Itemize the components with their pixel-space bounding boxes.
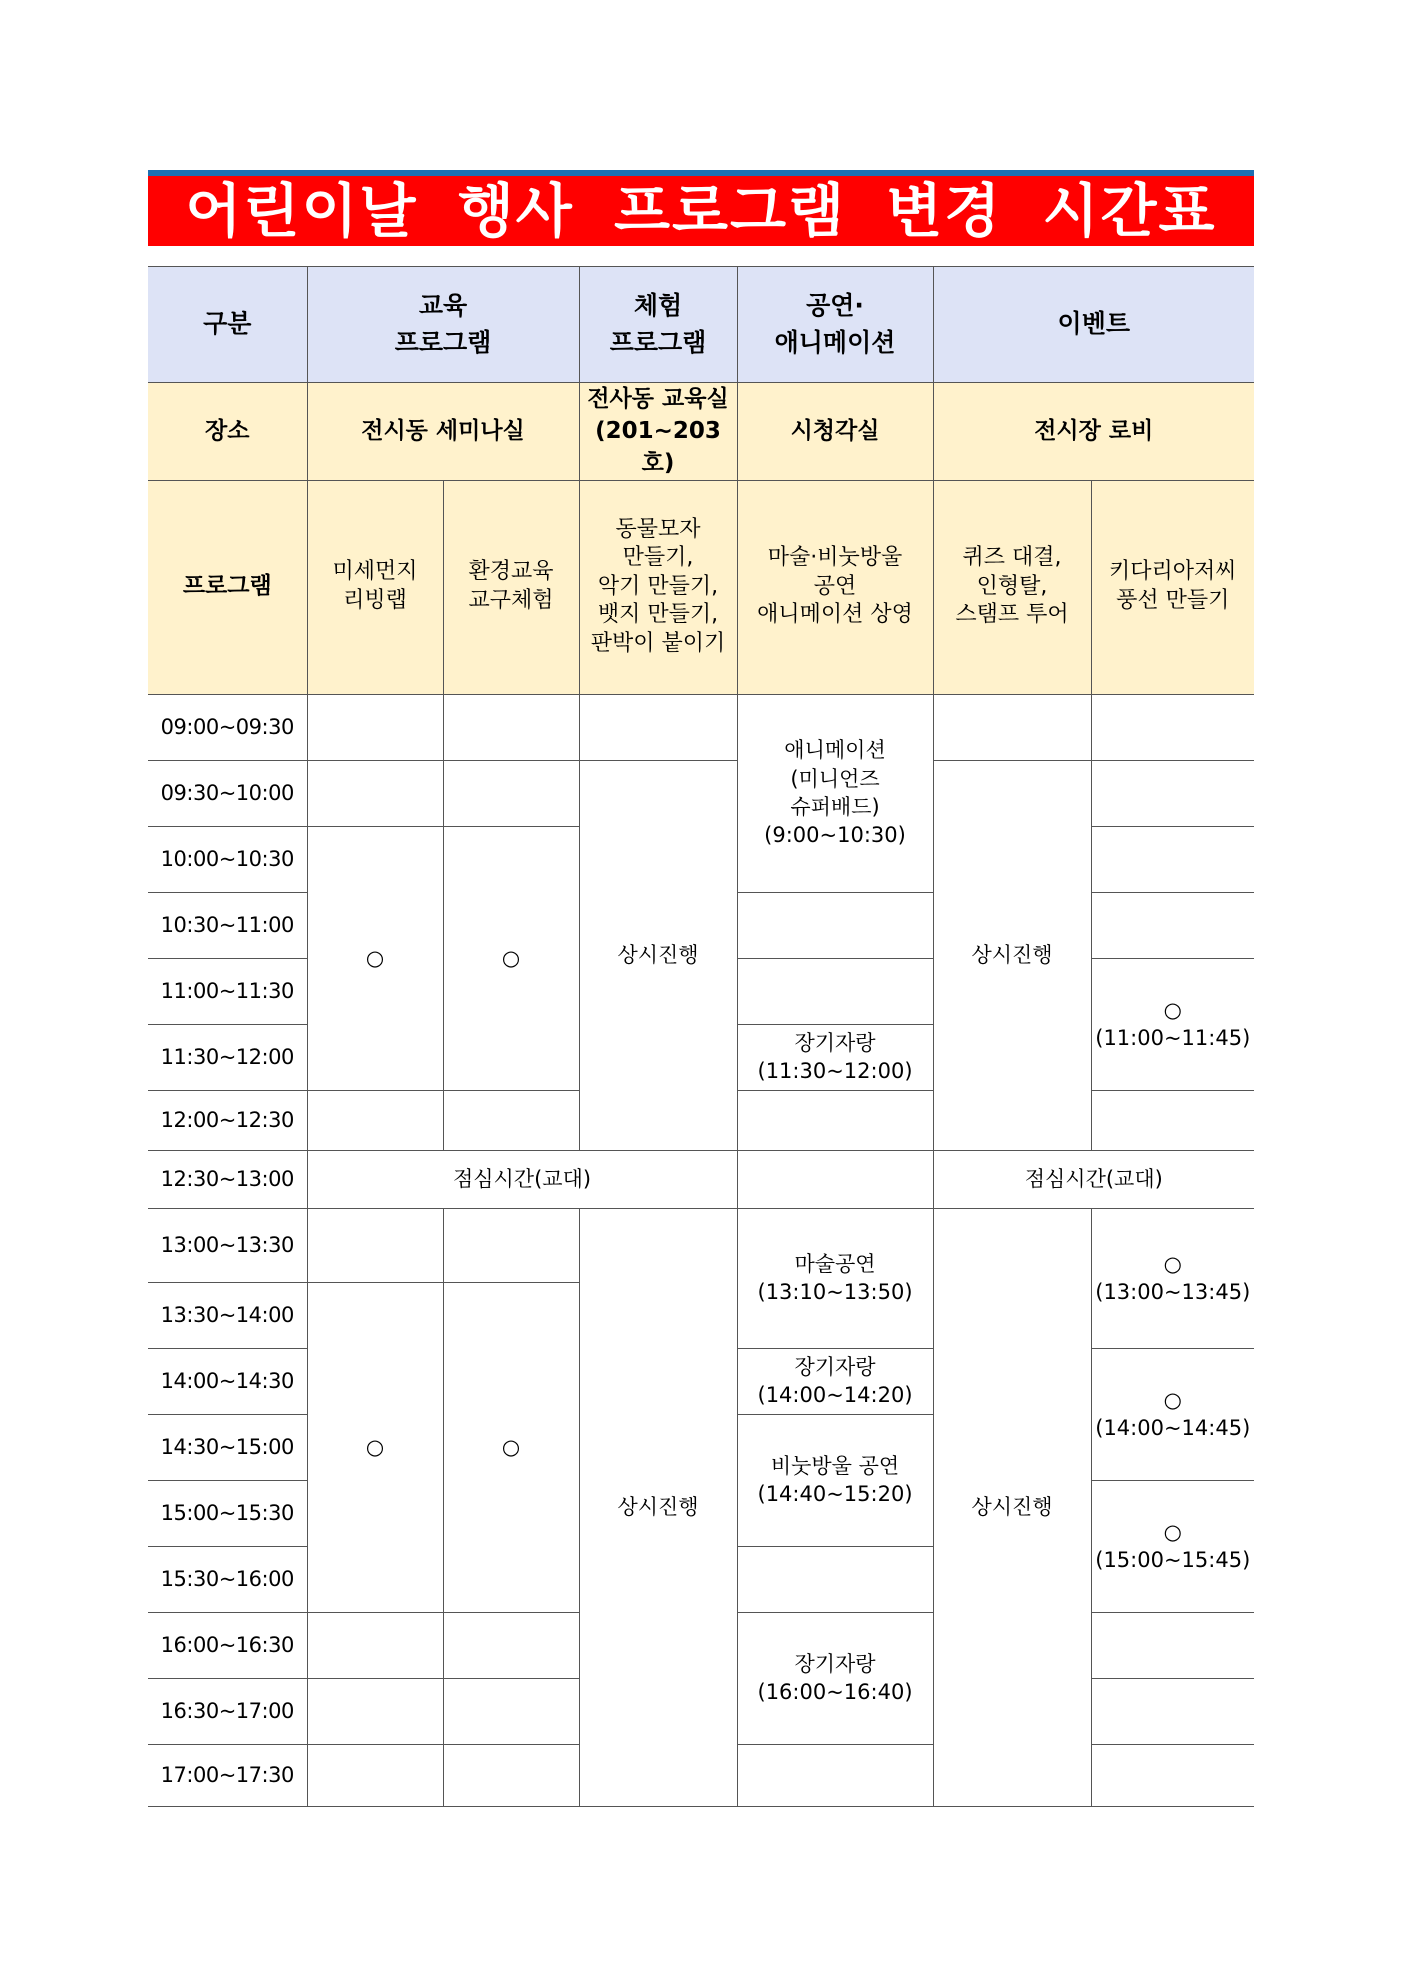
empty-cell: [1091, 1744, 1254, 1806]
empty-cell: [307, 1678, 443, 1744]
empty-cell: [933, 694, 1091, 760]
lunch-cell-right: 점심시간(교대): [933, 1150, 1254, 1208]
empty-cell: [307, 1744, 443, 1806]
empty-cell: [443, 694, 579, 760]
table-row: [148, 694, 1254, 760]
header-event: 이벤트: [933, 267, 1254, 383]
empty-cell: [307, 1090, 443, 1150]
location-event: 전시장 로비: [933, 383, 1254, 481]
empty-cell: [443, 1678, 579, 1744]
program-row: [148, 480, 1254, 694]
event-ongoing-pm: 상시진행: [933, 1208, 1091, 1806]
header-category: 구분: [148, 267, 307, 383]
balloon-slot-4: ○ (15:00~15:45): [1091, 1480, 1254, 1612]
env-mark-pm: ○: [443, 1282, 579, 1612]
program-performance: 마술·비눗방울 공연 애니메이션 상영: [737, 480, 933, 694]
time-slot: 12:00~12:30: [148, 1090, 307, 1150]
time-slot: 12:30~13:00: [148, 1150, 307, 1208]
time-slot: 13:00~13:30: [148, 1208, 307, 1282]
time-slot: 09:30~10:00: [148, 760, 307, 826]
page-title: 어린이날 행사 프로그램 변경 시간표: [185, 177, 1217, 245]
empty-cell: [443, 1612, 579, 1678]
empty-cell: [1091, 760, 1254, 826]
animation-cell: 애니메이션 (미니언즈 슈퍼배드) (9:00~10:30): [737, 694, 933, 892]
program-quiz: 퀴즈 대결, 인형탈, 스탬프 투어: [933, 480, 1091, 694]
empty-cell: [307, 1208, 443, 1282]
location-row: [148, 383, 1254, 481]
time-slot: 14:30~15:00: [148, 1414, 307, 1480]
table-row: [148, 760, 1254, 826]
dust-mark-pm: ○: [307, 1282, 443, 1612]
magic-show: 마술공연 (13:10~13:50): [737, 1208, 933, 1348]
balloon-slot-2: ○ (13:00~13:45): [1091, 1208, 1254, 1348]
time-slot: 15:00~15:30: [148, 1480, 307, 1546]
header-experience: 체험 프로그램: [579, 267, 737, 383]
empty-cell: [1091, 826, 1254, 892]
empty-cell: [1091, 1612, 1254, 1678]
time-slot: 10:00~10:30: [148, 826, 307, 892]
empty-cell: [737, 892, 933, 958]
balloon-slot-3: ○ (14:00~14:45): [1091, 1348, 1254, 1480]
empty-cell: [737, 1150, 933, 1208]
empty-cell: [443, 1090, 579, 1150]
location-education: 전시동 세미나실: [307, 383, 579, 481]
program-env: 환경교육 교구체험: [443, 480, 579, 694]
empty-cell: [443, 1744, 579, 1806]
env-mark-am: ○: [443, 826, 579, 1090]
lunch-cell-left: 점심시간(교대): [307, 1150, 737, 1208]
time-slot: 16:30~17:00: [148, 1678, 307, 1744]
empty-cell: [737, 1744, 933, 1806]
event-ongoing-am: 상시진행: [933, 760, 1091, 1150]
talent-show-1: 장기자랑 (11:30~12:00): [737, 1024, 933, 1090]
schedule-table: [148, 266, 1254, 1807]
time-slot: 15:30~16:00: [148, 1546, 307, 1612]
balloon-slot-1: ○ (11:00~11:45): [1091, 958, 1254, 1090]
table-row: [148, 1208, 1254, 1282]
experience-ongoing-pm: 상시진행: [579, 1208, 737, 1806]
bubble-show: 비눗방울 공연 (14:40~15:20): [737, 1414, 933, 1546]
time-slot: 10:30~11:00: [148, 892, 307, 958]
title-banner: [148, 170, 1254, 246]
time-slot: 11:00~11:30: [148, 958, 307, 1024]
time-slot: 11:30~12:00: [148, 1024, 307, 1090]
program-label: 프로그램: [148, 480, 307, 694]
talent-show-3: 장기자랑 (16:00~16:40): [737, 1612, 933, 1744]
program-experience: 동물모자 만들기, 악기 만들기, 뱃지 만들기, 판박이 붙이기: [579, 480, 737, 694]
header-education: 교육 프로그램: [307, 267, 579, 383]
time-slot: 17:00~17:30: [148, 1744, 307, 1806]
empty-cell: [307, 1612, 443, 1678]
program-dust: 미세먼지 리빙랩: [307, 480, 443, 694]
empty-cell: [737, 958, 933, 1024]
talent-show-2: 장기자랑 (14:00~14:20): [737, 1348, 933, 1414]
table-row: [148, 1150, 1254, 1208]
empty-cell: [737, 1090, 933, 1150]
empty-cell: [1091, 892, 1254, 958]
empty-cell: [1091, 694, 1254, 760]
empty-cell: [1091, 1678, 1254, 1744]
header-performance: 공연· 애니메이션: [737, 267, 933, 383]
empty-cell: [307, 760, 443, 826]
header-row: [148, 267, 1254, 383]
location-label: 장소: [148, 383, 307, 481]
location-performance: 시청각실: [737, 383, 933, 481]
empty-cell: [443, 1208, 579, 1282]
time-slot: 14:00~14:30: [148, 1348, 307, 1414]
program-balloon: 키다리아저씨 풍선 만들기: [1091, 480, 1254, 694]
dust-mark-am: ○: [307, 826, 443, 1090]
empty-cell: [1091, 1090, 1254, 1150]
time-slot: 13:30~14:00: [148, 1282, 307, 1348]
location-experience: 전사동 교육실 (201~203호): [579, 383, 737, 481]
empty-cell: [443, 760, 579, 826]
empty-cell: [307, 694, 443, 760]
empty-cell: [737, 1546, 933, 1612]
experience-ongoing-am: 상시진행: [579, 760, 737, 1150]
time-slot: 09:00~09:30: [148, 694, 307, 760]
time-slot: 16:00~16:30: [148, 1612, 307, 1678]
empty-cell: [579, 694, 737, 760]
